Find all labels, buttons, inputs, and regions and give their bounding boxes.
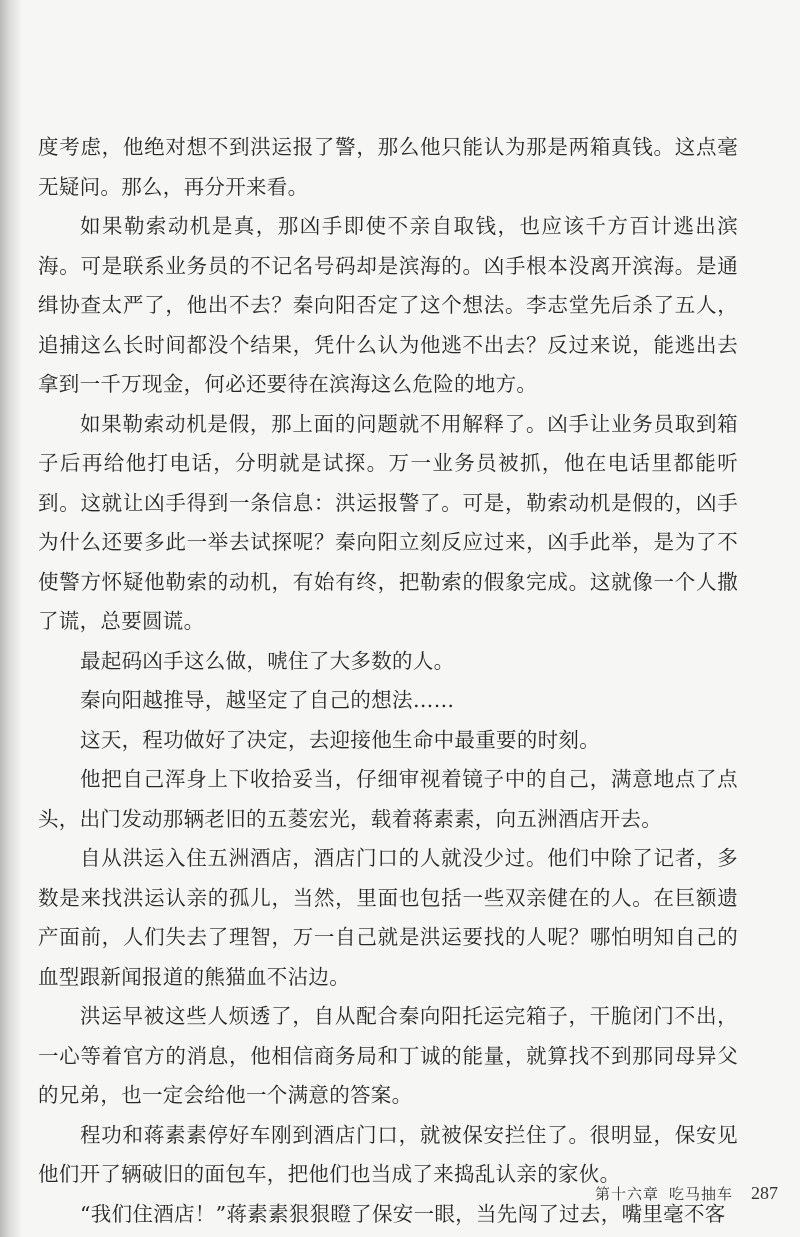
page-number: 287 (751, 1183, 778, 1203)
paragraph-1: 度考虑，他绝对想不到洪运报了警，那么他只能认为那是两箱真钱。这点毫无疑问。那么，再分开来看。 (38, 135, 738, 199)
paragraph-4: 最起码凶手这么做，唬住了大多数的人。 (80, 648, 455, 673)
page-gutter-shadow (0, 0, 22, 1237)
paragraph-10: 程功和蒋素素停好车刚到酒店门口，就被保安拦住了。很明显，保安见他们开了辆破旧的面包车，把他们也当成了来捣乱认亲的家伙。 (38, 1122, 738, 1186)
chapter-label: 第十六章 (594, 1185, 659, 1203)
paragraph-11: “我们住酒店！”蒋素素狠狠瞪了保安一眼，当先闯了过去，嘴里毫不客 (80, 1201, 726, 1226)
paragraph-6: 这天，程功做好了决定，去迎接他生命中最重要的时刻。 (80, 727, 601, 752)
paragraph-8: 自从洪运入住五洲酒店，酒店门口的人就没少过。他们中除了记者，多数是来找洪运认亲的孤儿，当然，里面也包括一些双亲健在的人。在巨额遗产面前，人们失去了理智，万一自己就是洪运要找的人呢？哪怕明知自己的血型跟新闻报道的熊猫血不沾边。 (38, 846, 738, 989)
paragraph-7: 他把自己浑身上下收拾妥当，仔细审视着镜子中的自己，满意地点了点头，出门发动那辆老旧的五菱宏光，载着蒋素素，向五洲酒店开去。 (38, 767, 738, 831)
paragraph-9: 洪运早被这些人烦透了，自从配合秦向阳托运完箱子，干脆闭门不出，一心等着官方的消息，他相信商务局和丁诚的能量，就算找不到那同母异父的兄弟，也一定会给他一个满意的答案。 (38, 1004, 738, 1107)
body-text (38, 128, 738, 1234)
paragraph-5: 秦向阳越推导，越坚定了自己的想法…… (80, 688, 455, 712)
chapter-title: 吃马抽车 (668, 1185, 733, 1203)
paragraph-3: 如果勒索动机是假，那上面的问题就不用解释了。凶手让业务员取到箱子后再给他打电话，分明就是试探。万一业务员被抓，他在电话里都能听到。这就让凶手得到一条信息：洪运报警了。可是，勒索动机是假的，凶手为什么还要多此一举去试探呢？秦向阳立刻反应过来，凶手此举，是为了不使警方怀疑他勒索的动机，有始有终，把勒索的假象完成。这就像一个人撒了谎，总要圆谎。 (38, 411, 738, 633)
page-footer (595, 1183, 778, 1204)
paragraph-2: 如果勒索动机是真，那凶手即使不亲自取钱，也应该千方百计逃出滨海。可是联系业务员的不记名号码却是滨海的。凶手根本没离开滨海。是通缉协查太严了，他出不去？秦向阳否定了这个想法。李志堂先后杀了五人，追捕这么长时间都没个结果，凭什么认为他逃不出去？反过来说，能逃出去拿到一千万现金，何必还要待在滨海这么危险的地方。 (38, 214, 738, 396)
